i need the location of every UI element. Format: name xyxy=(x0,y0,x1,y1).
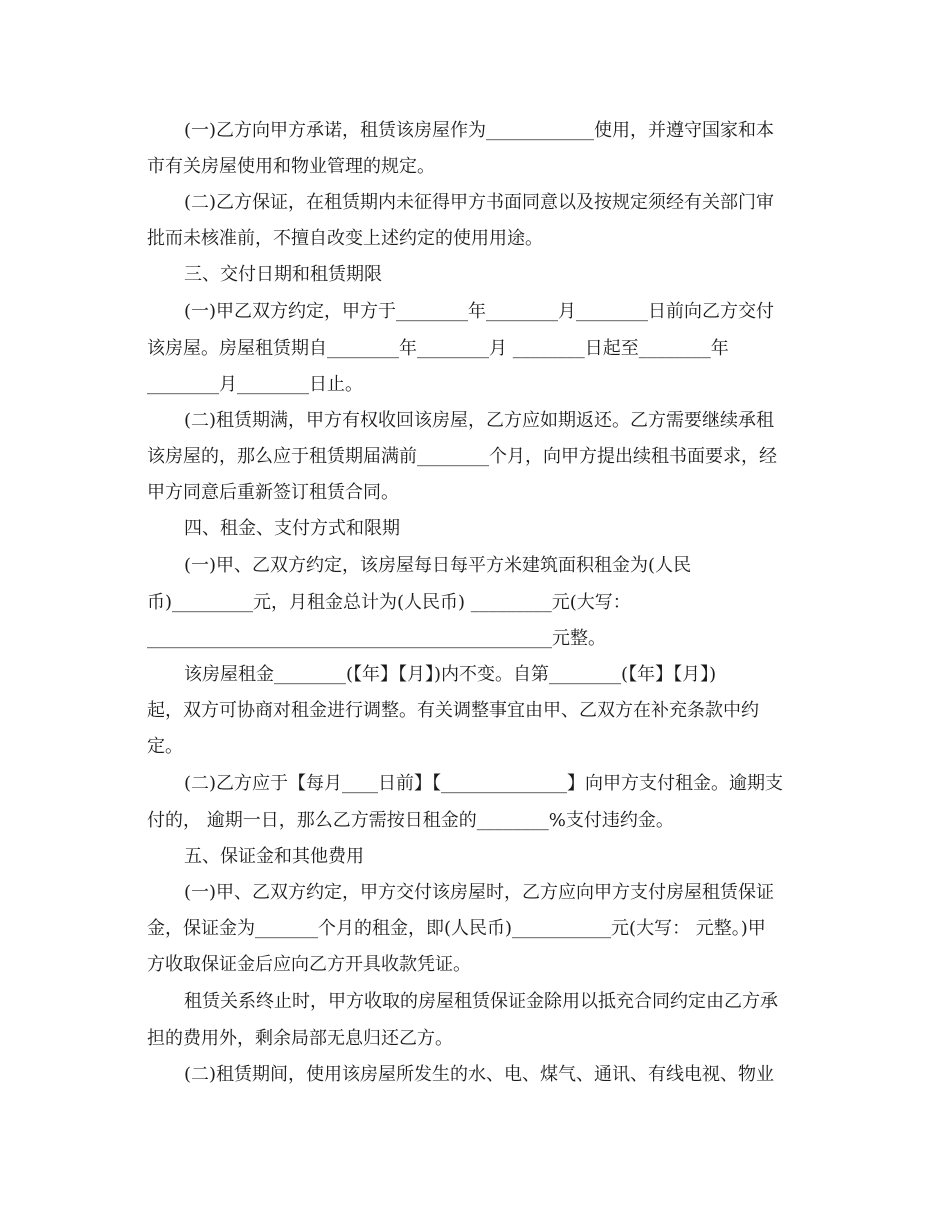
section-heading: 四、租金、支付方式和限期 xyxy=(184,518,400,539)
paragraph-line: 担的费用外，剩余局部无息归还乙方。 xyxy=(147,1028,453,1049)
paragraph-line: 市有关房屋使用和物业管理的规定。 xyxy=(147,156,435,177)
paragraph-line: 租赁关系终止时，甲方收取的房屋租赁保证金除用以抵充合同约定由乙方承 xyxy=(184,991,778,1012)
paragraph-line: _____________________________________________元整。 xyxy=(147,628,606,649)
paragraph-line: 该房屋的，那么应于租赁期届满前________个月，向甲方提出续租书面要求，经 xyxy=(147,446,777,467)
paragraph-line: (一)乙方向甲方承诺，租赁该房屋作为____________使用，并遵守国家和本 xyxy=(184,120,775,141)
paragraph-line: (一)甲乙双方约定，甲方于________年________月________日前向乙方交付 xyxy=(184,301,775,322)
paragraph-line: (一)甲、乙双方约定，甲方交付该房屋时，乙方应向甲方支付房屋租赁保证 xyxy=(184,882,775,903)
paragraph-line: (一)甲、乙双方约定，该房屋每日每平方米建筑面积租金为(人民 xyxy=(184,555,692,576)
paragraph-line: (二)乙方保证，在租赁期内未征得甲方书面同意以及按规定须经有关部门审 xyxy=(184,192,775,213)
paragraph-line: (二)租赁期满，甲方有权收回该房屋，乙方应如期返还。乙方需要继续承租 xyxy=(184,410,775,431)
paragraph-line: 定。 xyxy=(147,736,183,757)
paragraph-line: (二)租赁期间，使用该房屋所发生的水、电、煤气、通讯、有线电视、物业 xyxy=(184,1064,775,1085)
paragraph-line: (二)乙方应于【每月____日前】【______________】向甲方支付租金。逾期支 xyxy=(184,773,784,794)
paragraph-line: 方收取保证金后应向乙方开具收款凭证。 xyxy=(147,954,471,975)
paragraph-line: 起，双方可协商对租金进行调整。有关调整事宜由甲、乙双方在补充条款中约 xyxy=(147,700,759,721)
paragraph-line: 批而未核准前，不擅自改变上述约定的使用用途。 xyxy=(147,228,543,249)
paragraph-line: 币)_________元，月租金总计为(人民币) _________元(大写： xyxy=(147,592,631,613)
section-heading: 三、交付日期和租赁期限 xyxy=(184,264,382,285)
paragraph-line: 甲方同意后重新签订租赁合同。 xyxy=(147,482,399,503)
paragraph-line: 该房屋租金________(【年】【月】)内不变。自第________(【年】【月】) xyxy=(184,664,717,685)
paragraph-line: 金，保证金为_______个月的租金，即(人民币)___________元(大写： 元整。)甲 xyxy=(147,918,766,939)
section-heading: 五、保证金和其他费用 xyxy=(184,846,364,867)
paragraph-line: 付的， 逾期一日，那么乙方需按日租金的________%支付违约金。 xyxy=(147,810,674,831)
paragraph-line: 该房屋。房屋租赁期自________年________月 ________日起至________年 xyxy=(147,338,729,359)
paragraph-line: ________月________日止。 xyxy=(147,374,363,395)
